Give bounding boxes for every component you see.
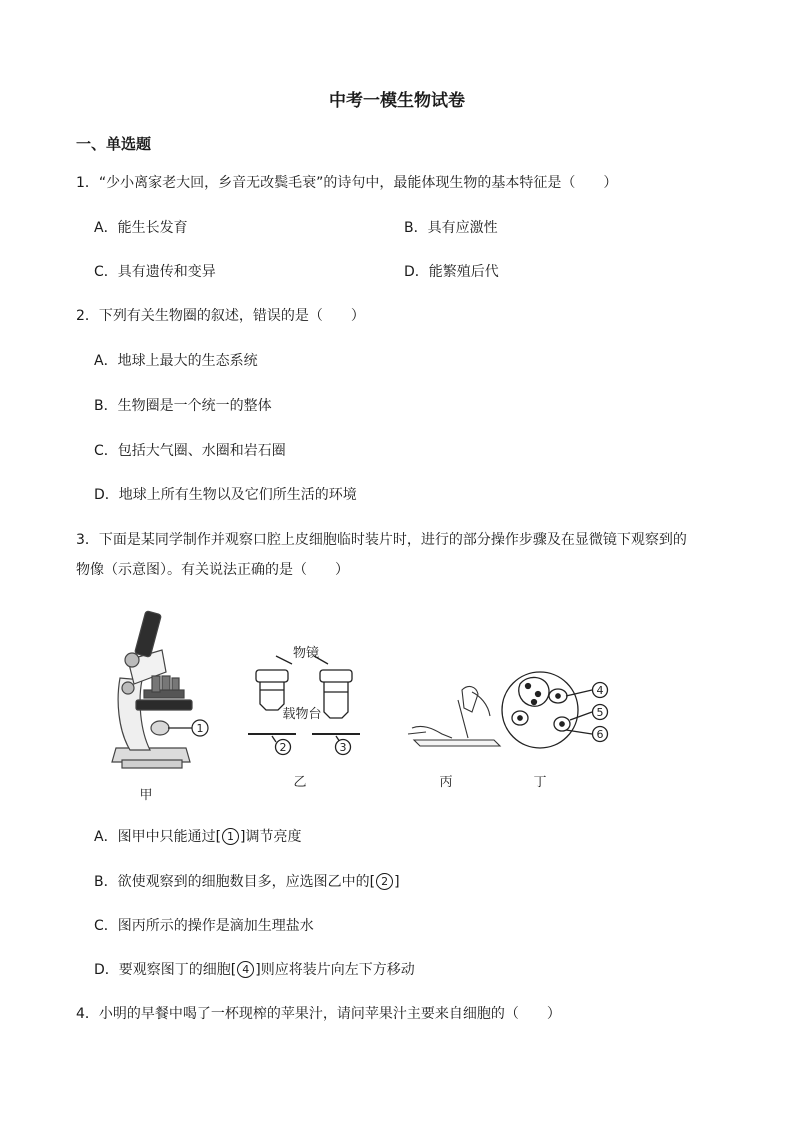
- option-b-text-pre: B．欲使观察到的细胞数目多，应选图乙中的[: [94, 874, 376, 890]
- question-1-option-d: D．能繁殖后代: [404, 264, 499, 280]
- figure-marker-3: 3: [339, 741, 347, 754]
- option-a-text-post: ]调节亮度: [240, 829, 302, 845]
- stage-label: 载物台: [282, 707, 322, 722]
- question-3-stem-line-2: 物像（示意图）。有关说法正确的是（ ）: [76, 562, 349, 578]
- figure-marker-6: 6: [596, 728, 604, 741]
- question-2-option-c: C．包括大气圈、水圈和岩石圈: [94, 443, 286, 459]
- figure-drawing: [96, 600, 636, 810]
- figure-label-ding: 丁: [533, 775, 547, 790]
- question-1-option-a: A．能生长发育: [94, 220, 188, 236]
- page-title: 中考一模生物试卷: [329, 91, 465, 111]
- microscope-illustration: [112, 611, 208, 768]
- question-2-stem: 2．下列有关生物圈的叙述，错误的是（ ）: [76, 308, 365, 324]
- figure-marker-5: 5: [596, 706, 604, 719]
- figure-marker-4: 4: [596, 684, 604, 697]
- figure-label-bing: 丙: [439, 775, 453, 790]
- option-b-text-post: ]: [394, 874, 400, 890]
- question-1-stem: 1．“少小离家老大回，乡音无改鬓毛衰”的诗句中，最能体现生物的基本特征是（ ）: [76, 175, 618, 191]
- option-d-text-pre: D．要观察图丁的细胞[: [94, 962, 237, 978]
- question-3-stem-line-1: 3．下面是某同学制作并观察口腔上皮细胞临时装片时，进行的部分操作步骤及在显微镜下观察到的: [76, 532, 687, 548]
- question-2-option-d: D．地球上所有生物以及它们所生活的环境: [94, 487, 357, 503]
- circled-number-4: 4: [237, 961, 254, 978]
- figure-label-yi: 乙: [293, 775, 307, 790]
- slide-preparation-illustration: [408, 687, 500, 746]
- figure-marker-2: 2: [279, 741, 287, 754]
- section-heading: 一、单选题: [76, 135, 152, 153]
- objective-lenses-illustration: [248, 656, 360, 755]
- question-3-figure: [96, 600, 636, 810]
- question-2-option-b: B．生物圈是一个统一的整体: [94, 398, 272, 414]
- question-4-stem: 4．小明的早餐中喝了一杯现榨的苹果汁，请问苹果汁主要来自细胞的（ ）: [76, 1006, 561, 1022]
- field-of-view-illustration: [502, 672, 608, 748]
- question-1-option-b: B．具有应激性: [404, 220, 498, 236]
- objective-label: 物镜: [292, 646, 320, 661]
- option-a-text-pre: A．图甲中只能通过[: [94, 829, 222, 845]
- question-3-option-d: [94, 960, 415, 980]
- question-3-option-c: C．图丙所示的操作是滴加生理盐水: [94, 918, 314, 934]
- figure-label-jia: 甲: [139, 788, 153, 803]
- question-1-option-c: C．具有遗传和变异: [94, 264, 216, 280]
- option-d-text-post: ]则应将装片向左下方移动: [255, 962, 415, 978]
- figure-marker-1: 1: [196, 722, 204, 735]
- question-3-option-b: [94, 872, 400, 892]
- question-2-option-a: A．地球上最大的生态系统: [94, 353, 258, 369]
- circled-number-1: 1: [222, 828, 239, 845]
- question-3-option-a: [94, 827, 302, 847]
- circled-number-2: 2: [376, 873, 393, 890]
